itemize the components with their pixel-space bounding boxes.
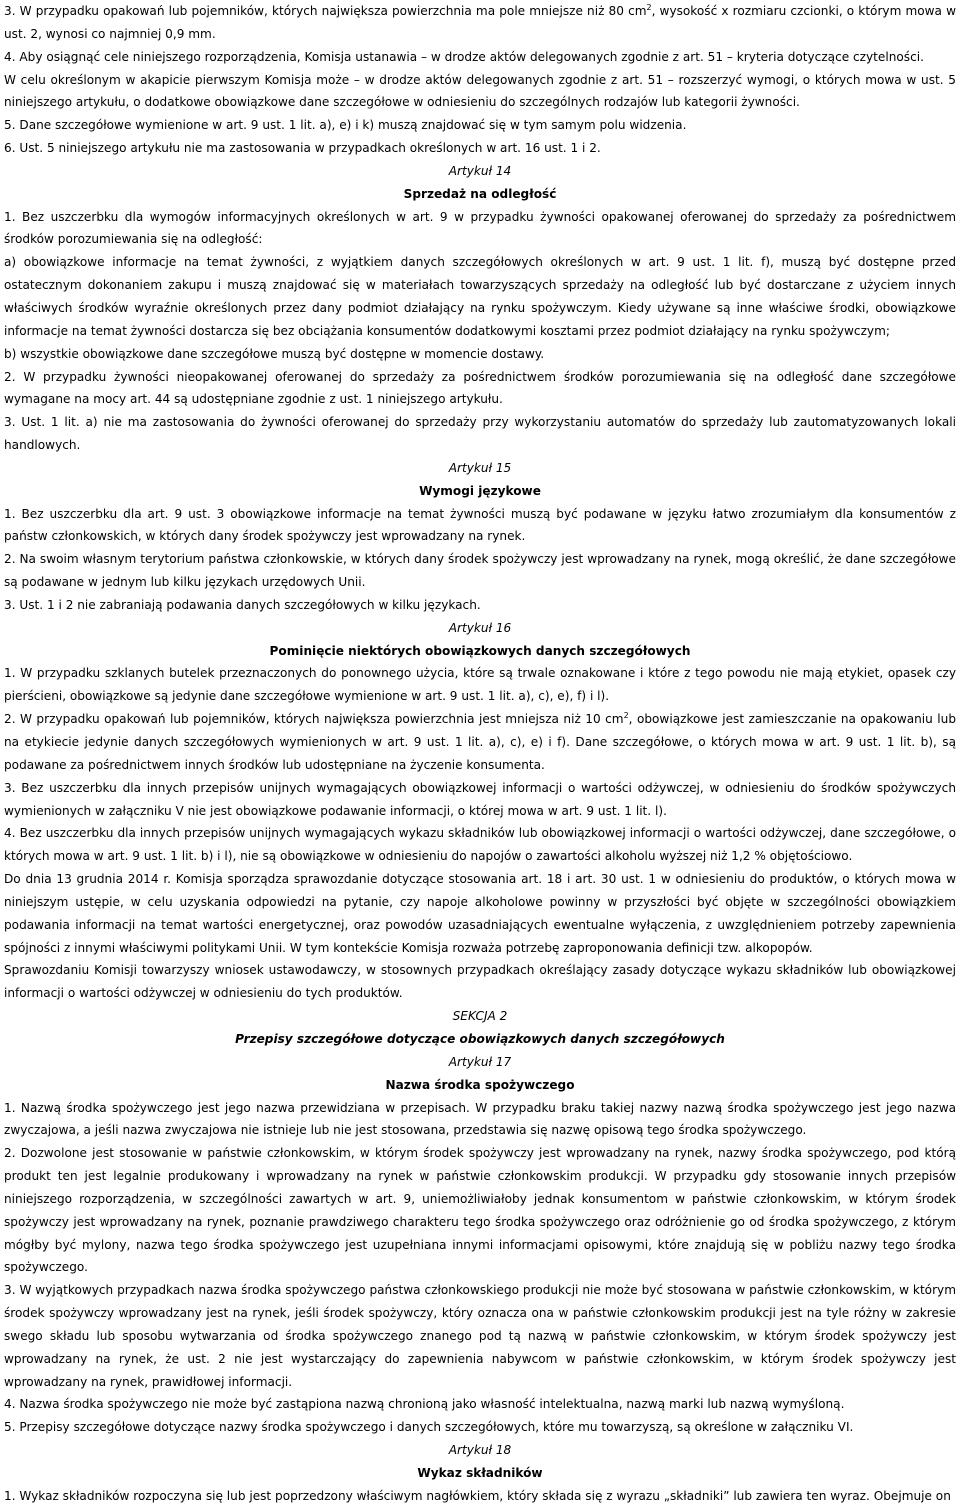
article-title: Wymogi językowe [419, 483, 541, 498]
paragraph: 3. Bez uszczerbku dla innych przepisów unijnych wymagających obowiązkowej informacji o wartości odżywczej, w odniesieniu do środków spożywczych wymienionych w załączniku V nie jest obowiązkowe podawanie informacji, o której mowa w art. 9 ust. 1 lit. l). [4, 780, 956, 818]
paragraph: 3. Ust. 1 lit. a) nie ma zastosowania do żywności oferowanej do sprzedaży przy wykorzystaniu automatów do sprzedaży lub zautomatyzowanych lokali handlowych. [4, 415, 956, 453]
paragraph: 4. Nazwa środka spożywczego nie może być zastąpiona nazwą chronioną jako własność intelektualna, nazwą marki lub nazwą wymyśloną. [4, 1397, 845, 1412]
paragraph: a) obowiązkowe informacje na temat żywności, z wyjątkiem danych szczegółowych określonych w art. 9 ust. 1 lit. f), muszą być dostępne przed ostatecznym dokonaniem zakupu i muszą znajdować się w materiałach towarzyszących sprzedaży na odległość lub być dostarczane z użyciem innych właściwych środków wyraźnie określonych przez dany podmiot działający na rynku spożywczym. Kiedy używane są inne właściwe środki, obowiązkowe informacje na temat żywności dostarcza się bez obciążania konsumentów dodatkowymi kosztami przez podmiot działający na rynku spożywczym; [4, 255, 956, 338]
paragraph: 1. W przypadku szklanych butelek przeznaczonych do ponownego użycia, które są trwale oznakowane i które z tego powodu nie mają etykiet, opasek czy pierścieni, obowiązkowe są jedynie dane szczegółowe wymienione w art. 9 ust. 1 lit. a), c), e), f) i l). [4, 666, 956, 704]
paragraph: Do dnia 13 grudnia 2014 r. Komisja sporządza sprawozdanie dotyczące stosowania art. 18 i art. 30 ust. 1 w odniesieniu do produktów, o których mowa w niniejszym ustępie, w celu uzyskania odpowiedzi na pytanie, czy napoje alkoholowe powinny w przyszłości być objęte w szczególności obowiązkiem podawania informacji na temat wartości energetycznej, oraz powodów uzasadniających ewentualne wyłączenia, z uwzględnieniem potrzeby zapewnienia spójności z innymi właściwymi politykami Unii. W tym kontekście Komisja rozważa potrzebę zaproponowania definicji tzw. alkopopów. [4, 872, 956, 955]
paragraph: 2. Na swoim własnym terytorium państwa członkowskie, w których dany środek spożywczy jest wprowadzany na rynek, mogą określić, że dane szczegółowe są podawane w jednym lub kilku językach urzędowych Unii. [4, 552, 956, 590]
paragraph: b) wszystkie obowiązkowe dane szczegółowe muszą być dostępne w momencie dostawy. [4, 346, 545, 361]
paragraph: 2. W przypadku opakowań lub pojemników, których największa powierzchnia jest mniejsza niż 10 $cm^2$, obowiązkowe jest zamieszczanie na opakowaniu lub na etykiecie jedynie danych szczegółowych wymienionych w art. 9 ust. 1 lit. a), c), e) i f). Dane szczegółowe, o których mowa w art. 9 ust. 1 lit. b), są podawane za pośrednictwem innych środków lub udostępniane na życzenie konsumenta. [4, 711, 956, 772]
paragraph: 4. Bez uszczerbku dla innych przepisów unijnych wymagających wykazu składników lub obowiązkowej informacji o wartości odżywczej, dane szczegółowe, o których mowa w art. 9 ust. 1 lit. b) i l), nie są obowiązkowe w odniesieniu do napojów o zawartości alkoholu wyższej niż 1,2 % objętościowo. [4, 826, 956, 864]
article-heading: Artykuł 15 [448, 460, 512, 475]
article-title: Sprzedaż na odległość [403, 186, 557, 201]
paragraph: 3. Ust. 1 i 2 nie zabraniają podawania danych szczegółowych w kilku językach. [4, 597, 481, 612]
article-title: Pominięcie niektórych obowiązkowych danych szczegółowych [269, 643, 691, 658]
article-heading: Artykuł 18 [448, 1443, 512, 1458]
paragraph: 3. W przypadku opakowań lub pojemników, których największa powierzchnia ma pole mniejsze niż 80 $cm^2$, wysokość x rozmiaru czcionki, o którym mowa w ust. 2, wynosi co najmniej 0,9 mm. [4, 2, 956, 41]
paragraph: 4. Aby osiągnąć cele niniejszego rozporządzenia, Komisja ustanawia – w drodze aktów delegowanych zgodnie z art. 51 – kryteria dotyczące czytelności. [4, 49, 924, 64]
paragraph: 1. Nazwą środka spożywczego jest jego nazwa przewidziana w przepisach. W przypadku braku takiej nazwy nazwą środka spożywczego jest jego nazwa zwyczajowa, a jeśli nazwa zwyczajowa nie istnieje lub nie jest stosowana, przedstawia się nazwę opisową tego środka spożywczego. [4, 1100, 956, 1138]
paragraph: W celu określonym w akapicie pierwszym Komisja może – w drodze aktów delegowanych zgodnie z art. 51 – rozszerzyć wymogi, o których mowa w ust. 5 niniejszego artykułu, o dodatkowe obowiązkowe dane szczegółowe w odniesieniu do szczególnych rodzajów lub kategorii żywności. [4, 72, 956, 110]
article-heading: Artykuł 14 [448, 163, 512, 178]
paragraph: 2. Dozwolone jest stosowanie w państwie członkowskim, w którym środek spożywczy jest wprowadzany na rynek, nazwy środka spożywczego, pod którą produkt ten jest legalnie produkowany i wprowadzany na rynek w państwie członkowskim produkcji. W przypadku gdy stosowanie innych przepisów niniejszego rozporządzenia, w szczególności zawartych w art. 9, uniemożliwiałoby jednak konsumentom w państwie członkowskim, w którym środek spożywczy jest wprowadzany na rynek, poznanie prawdziwego charakteru tego środka spożywczego oraz odróżnienie go od środka spożywczego, z którym mógłby być mylony, nazwa tego środka spożywczego jest uzupełniana innymi informacjami opisowymi, które znajdują się w pobliżu nazwy tego środka spożywczego. [4, 1146, 956, 1275]
paragraph: 6. Ust. 5 niniejszego artykułu nie ma zastosowania w przypadkach określonych w art. 16 ust. 1 i 2. [4, 141, 601, 156]
paragraph: 2. W przypadku żywności nieopakowanej oferowanej do sprzedaży za pośrednictwem środków porozumiewania się na odległość dane szczegółowe wymagane na mocy art. 44 są udostępniane zgodnie z ust. 1 niniejszego artykułu. [4, 369, 956, 407]
section-title: Przepisy szczegółowe dotyczące obowiązkowych danych szczegółowych [235, 1031, 725, 1046]
paragraph: 5. Przepisy szczegółowe dotyczące nazwy środka spożywczego i danych szczegółowych, które mu towarzyszą, są określone w załączniku VI. [4, 1420, 854, 1435]
article-heading: Artykuł 16 [448, 620, 512, 635]
article-heading: Artykuł 17 [448, 1054, 512, 1069]
article-title: Nazwa środka spożywczego [385, 1077, 575, 1092]
paragraph: 3. W wyjątkowych przypadkach nazwa środka spożywczego państwa członkowskiego produkcji nie może być stosowana w państwie członkowskim, w którym środek spożywczy wprowadzany jest na rynek, jeśli środek spożywczy, który oznacza ona w państwie członkowskim produkcji jest na tyle różny w zakresie swego składu lub sposobu wytwarzania od środka spożywczego znanego pod tą nazwą w państwie członkowskim, w którym środek spożywczy jest wprowadzany na rynek, że ust. 2 nie jest wystarczający do zapewnienia nabywcom w państwie członkowskim, w którym środek spożywczy jest wprowadzany na rynek, prawidłowej informacji. [4, 1283, 956, 1389]
paragraph: Sprawozdaniu Komisji towarzyszy wniosek ustawodawczy, w stosownych przypadkach określający zasady dotyczące wykazu składników lub obowiązkowej informacji o wartości odżywczej w odniesieniu do tych produktów. [4, 963, 956, 1001]
article-title: Wykaz składników [417, 1466, 543, 1480]
section-heading: SEKCJA 2 [452, 1009, 508, 1024]
paragraph: 5. Dane szczegółowe wymienione w art. 9 ust. 1 lit. a), e) i k) muszą znajdować się w tym samym polu widzenia. [4, 118, 687, 133]
paragraph: 1. Bez uszczerbku dla wymogów informacyjnych określonych w art. 9 w przypadku żywności opakowanej oferowanej do sprzedaży za pośrednictwem środków porozumiewania się na odległość: [4, 209, 956, 247]
paragraph: 1. Bez uszczerbku dla art. 9 ust. 3 obowiązkowe informacje na temat żywności muszą być podawane w języku łatwo zrozumiałym dla konsumentów z państw członkowskich, w których dany środek spożywczy jest wprowadzany na rynek. [4, 506, 956, 544]
paragraph: 1. Wykaz składników rozpoczyna się lub jest poprzedzony właściwym nagłówkiem, który składa się z wyrazu „składniki” lub zawiera ten wyraz. Obejmuje on [4, 1488, 951, 1503]
